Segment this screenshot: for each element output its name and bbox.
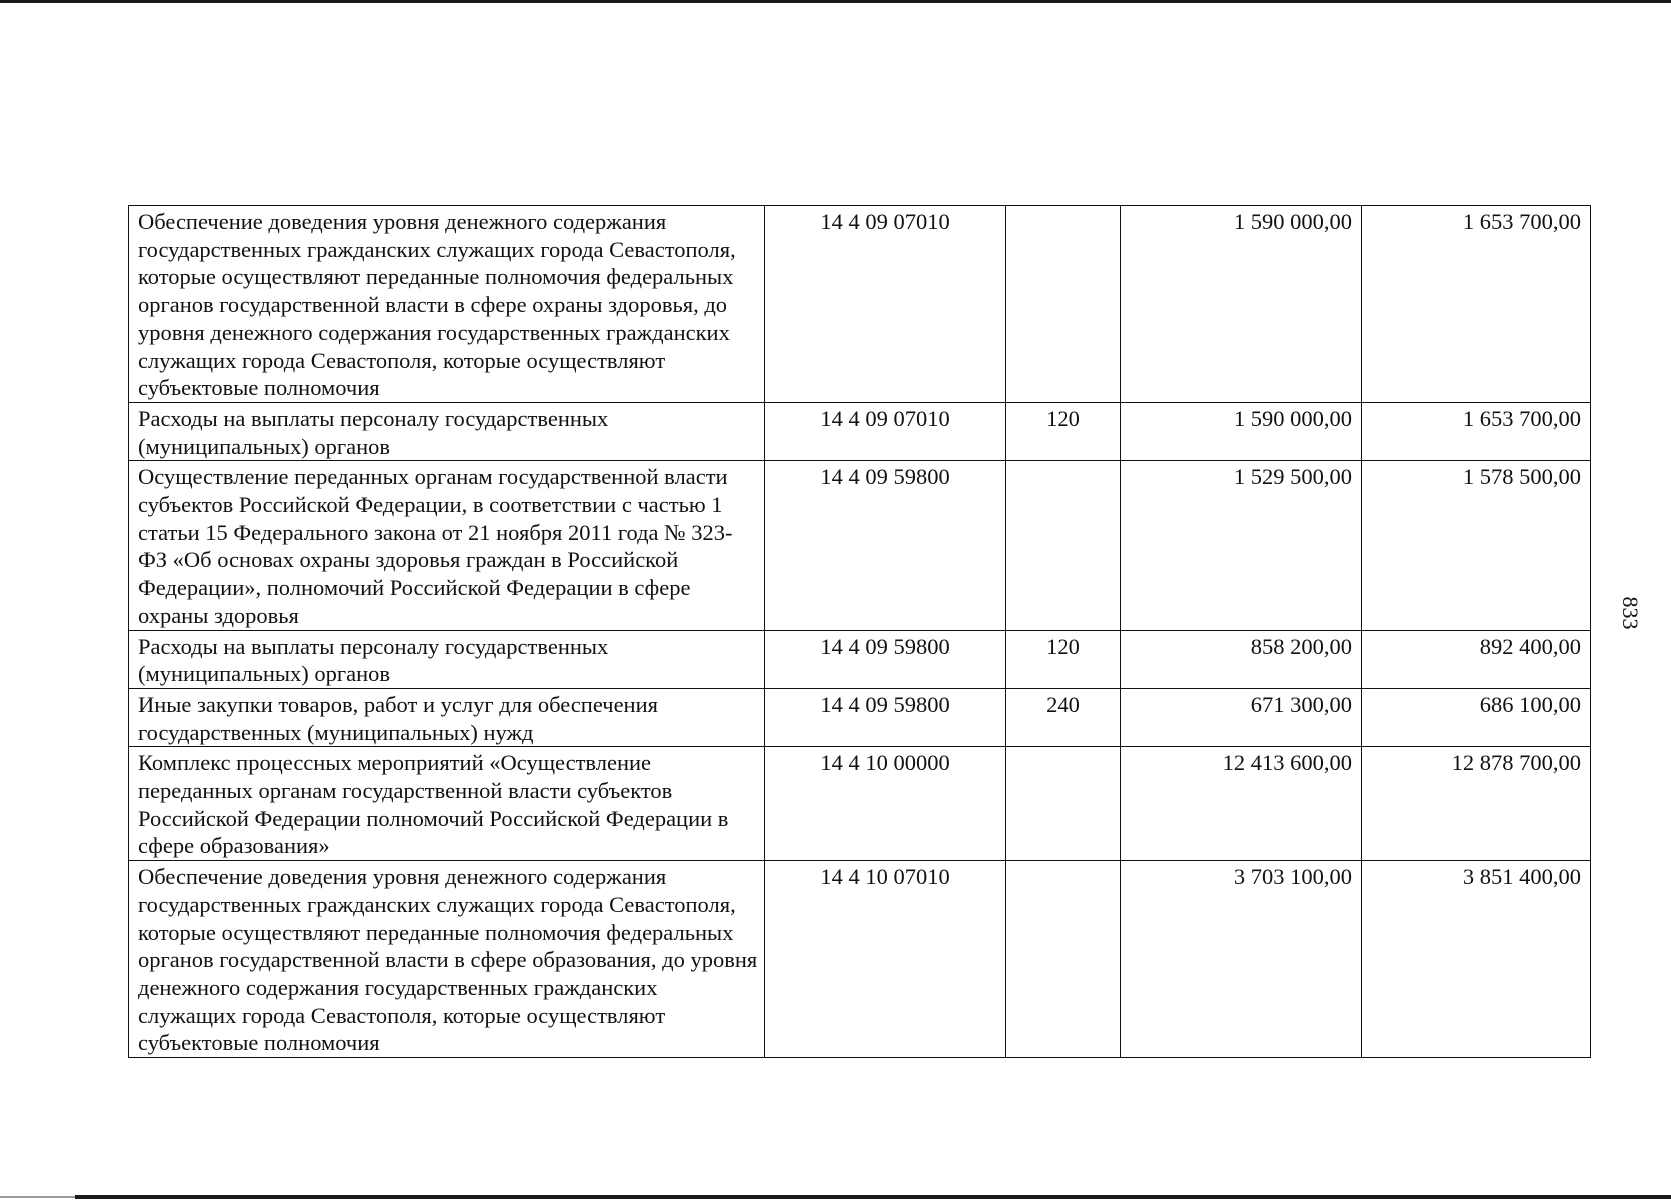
amount-year-2-cell: 1 653 700,00 [1362, 206, 1591, 403]
table-row [129, 630, 1591, 688]
target-article-code-cell: 14 4 09 07010 [765, 206, 1006, 403]
table-row [129, 402, 1591, 460]
amount-year-1-cell: 1 529 500,00 [1121, 461, 1362, 630]
expense-name-cell: Обеспечение доведения уровня денежного содержания государственных гражданских служащих города Севастополя, которые осуществляют переданные полномочия федеральных органов государственной власти в сфере образования, до уровня денежного содержания государственных гражданских служащих города Севастополя, которые осуществляют субъектовые полномочия [129, 861, 765, 1058]
target-article-code-cell: 14 4 10 00000 [765, 747, 1006, 861]
target-article-code-cell: 14 4 09 59800 [765, 630, 1006, 688]
expense-type-cell: 120 [1006, 402, 1121, 460]
target-article-code-cell: 14 4 09 59800 [765, 461, 1006, 630]
amount-year-1-cell: 3 703 100,00 [1121, 861, 1362, 1058]
expense-name-cell: Обеспечение доведения уровня денежного содержания государственных гражданских служащих города Севастополя, которые осуществляют переданные полномочия федеральных органов государственной власти в сфере охраны здоровья, до уровня денежного содержания государственных гражданских служащих города Севастополя, которые осуществляют субъектовые полномочия [129, 206, 765, 403]
amount-year-1-cell: 671 300,00 [1121, 688, 1362, 746]
amount-year-2-cell: 3 851 400,00 [1362, 861, 1591, 1058]
expense-type-cell [1006, 747, 1121, 861]
target-article-code-cell: 14 4 10 07010 [765, 861, 1006, 1058]
expense-type-cell: 240 [1006, 688, 1121, 746]
table-row [129, 861, 1591, 1058]
table-row [129, 688, 1591, 746]
expense-name-cell: Расходы на выплаты персоналу государственных (муниципальных) органов [129, 402, 765, 460]
target-article-code-cell: 14 4 09 07010 [765, 402, 1006, 460]
scan-bottom-edge [75, 1195, 1671, 1199]
budget-table [128, 205, 1591, 1058]
scan-top-edge [0, 0, 1671, 3]
table-row [129, 206, 1591, 403]
budget-table-body [129, 206, 1591, 1058]
amount-year-2-cell: 12 878 700,00 [1362, 747, 1591, 861]
amount-year-2-cell: 686 100,00 [1362, 688, 1591, 746]
amount-year-2-cell: 892 400,00 [1362, 630, 1591, 688]
amount-year-2-cell: 1 578 500,00 [1362, 461, 1591, 630]
amount-year-1-cell: 858 200,00 [1121, 630, 1362, 688]
scan-bottom-edge-faint [0, 1196, 75, 1198]
amount-year-1-cell: 1 590 000,00 [1121, 206, 1362, 403]
amount-year-1-cell: 12 413 600,00 [1121, 747, 1362, 861]
expense-name-cell: Осуществление переданных органам государственной власти субъектов Российской Федерации, в соответствии с частью 1 статьи 15 Федерального закона от 21 ноября 2011 года № 323-ФЗ «Об основах охраны здоровья граждан в Российской Федерации», полномочий Российской Федерации в сфере охраны здоровья [129, 461, 765, 630]
table-row [129, 747, 1591, 861]
expense-name-cell: Иные закупки товаров, работ и услуг для обеспечения государственных (муниципальных) нужд [129, 688, 765, 746]
amount-year-2-cell: 1 653 700,00 [1362, 402, 1591, 460]
page-number: 833 [1618, 596, 1643, 630]
expense-type-cell [1006, 461, 1121, 630]
expense-name-cell: Расходы на выплаты персоналу государственных (муниципальных) органов [129, 630, 765, 688]
table-row [129, 461, 1591, 630]
expense-type-cell [1006, 861, 1121, 1058]
expense-type-cell: 120 [1006, 630, 1121, 688]
target-article-code-cell: 14 4 09 59800 [765, 688, 1006, 746]
amount-year-1-cell: 1 590 000,00 [1121, 402, 1362, 460]
expense-type-cell [1006, 206, 1121, 403]
expense-name-cell: Комплекс процессных мероприятий «Осуществление переданных органам государственной власти субъектов Российской Федерации полномочий Российской Федерации в сфере образования» [129, 747, 765, 861]
